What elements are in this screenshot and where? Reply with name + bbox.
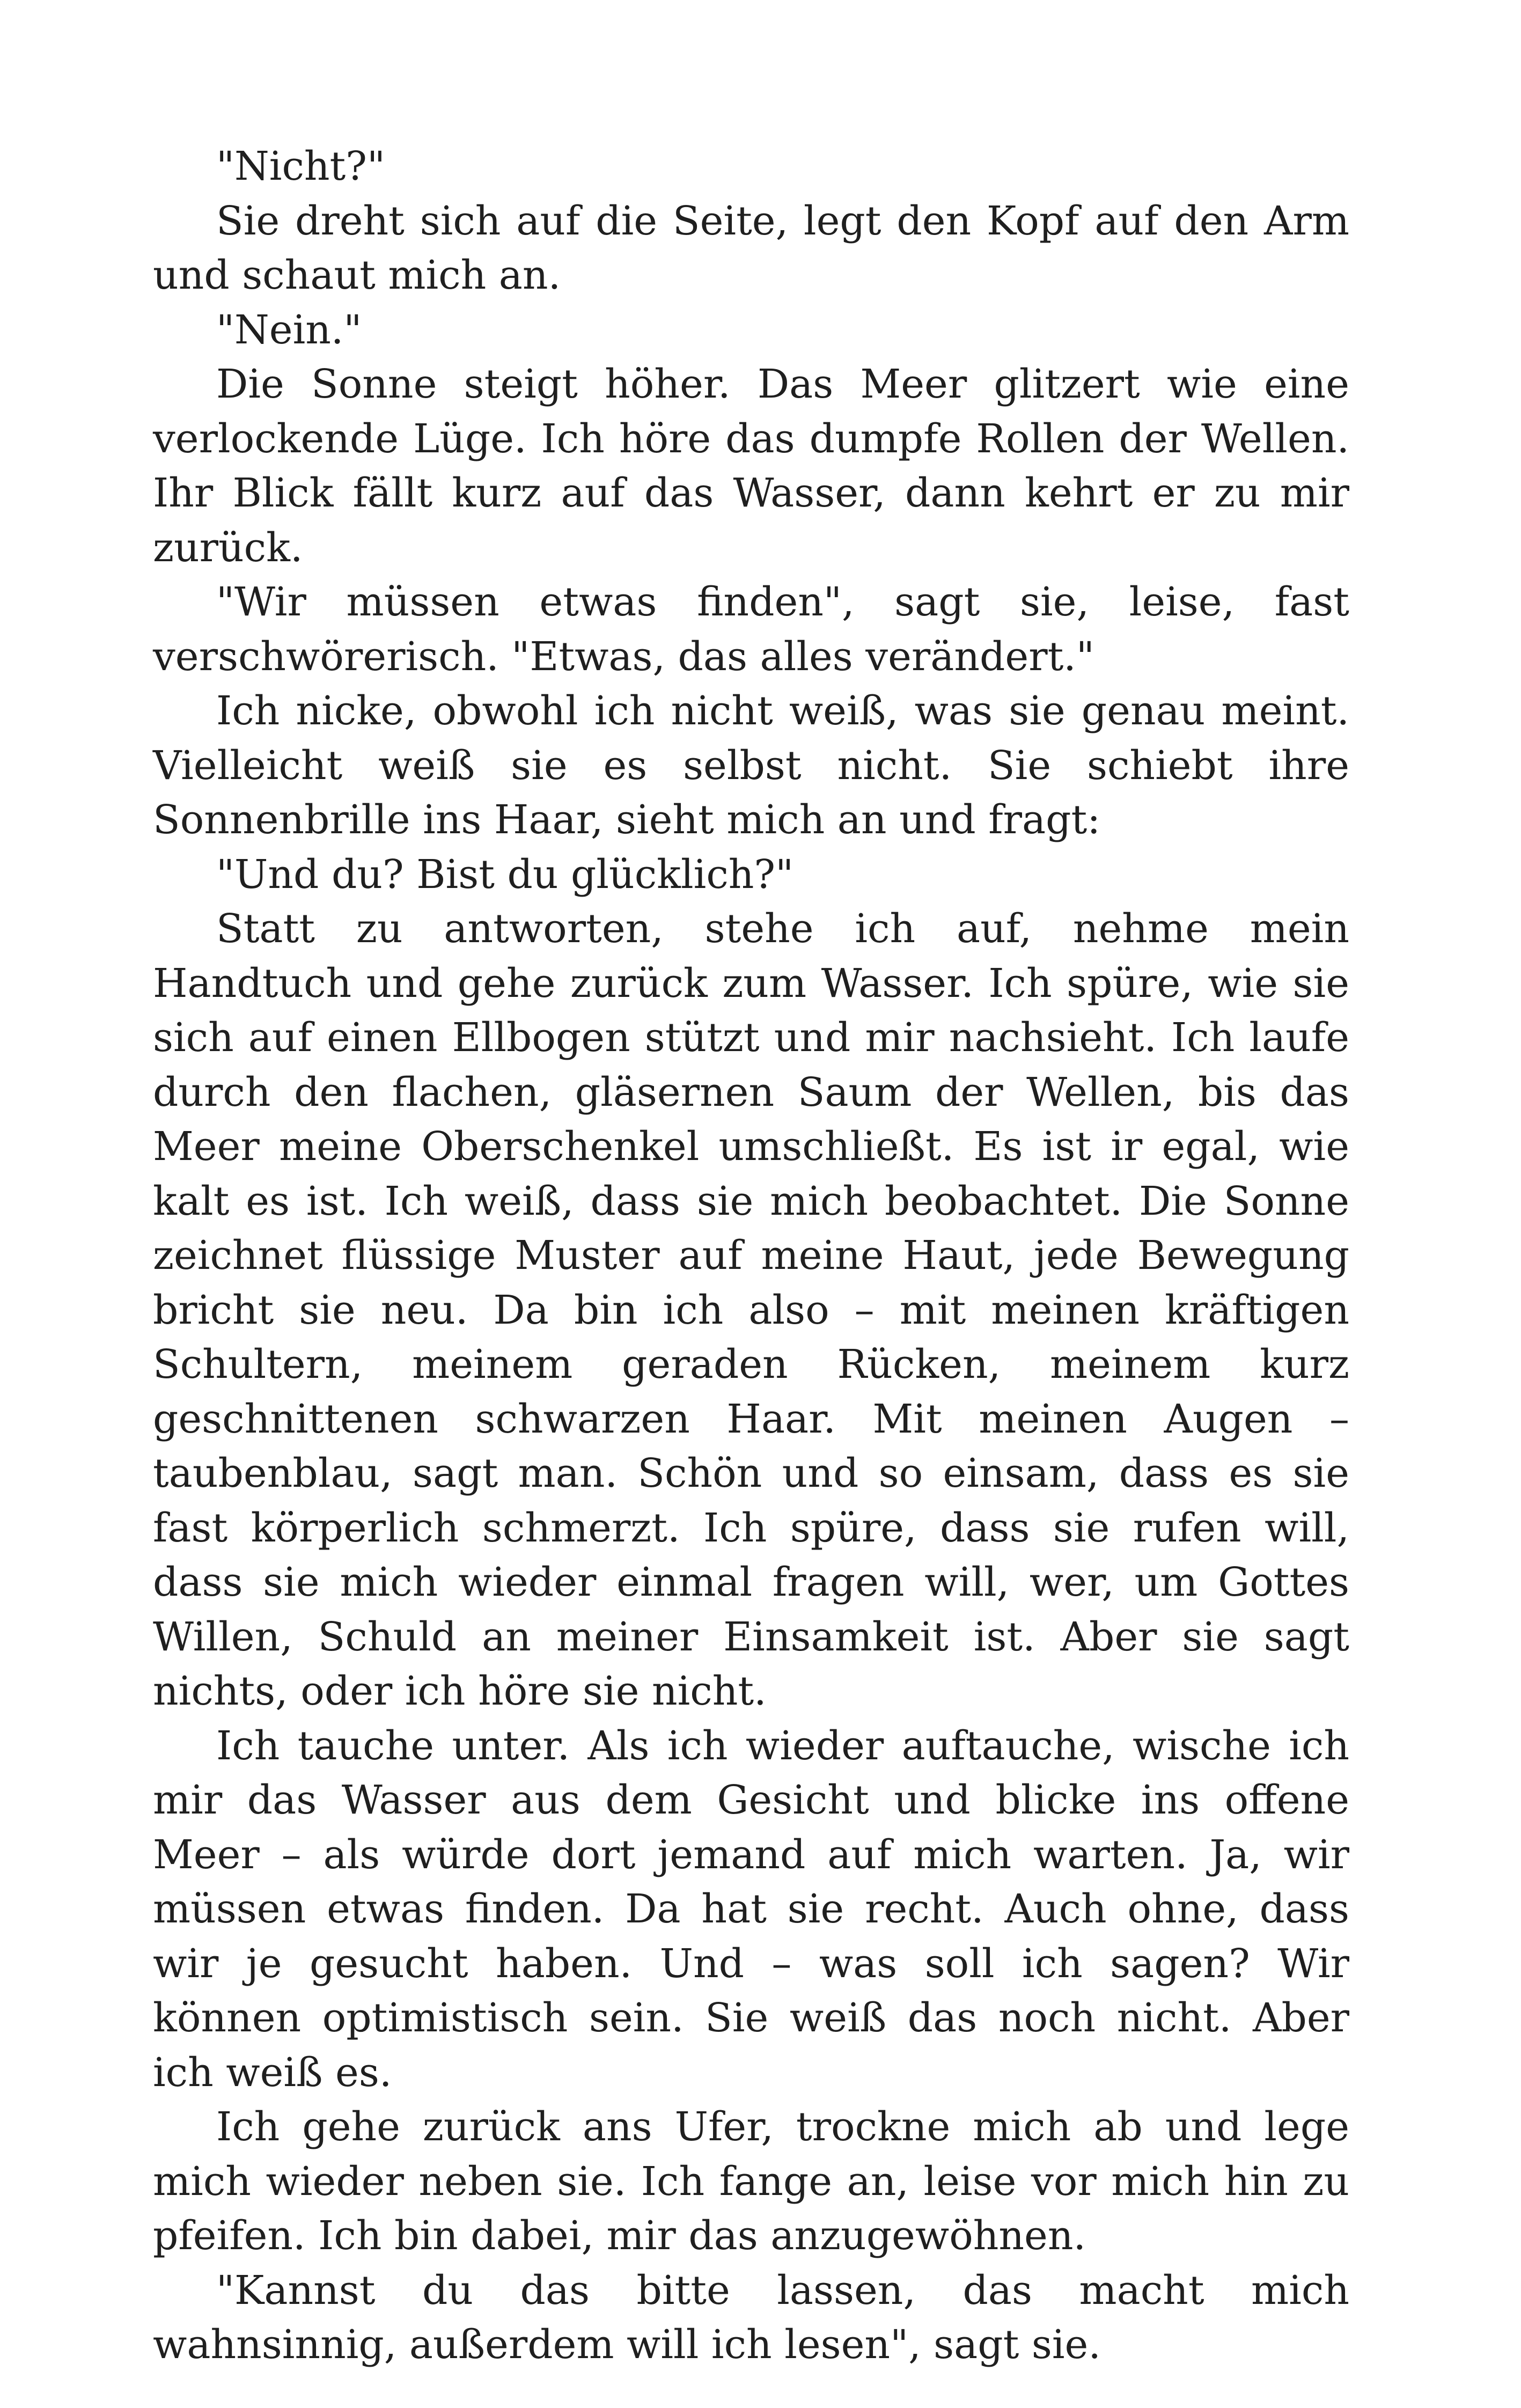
paragraph: Ich gehe zurück ans Ufer, trockne mich ab und lege mich wieder neben sie. Ich fange an, leise vor mich hin zu pfeifen. Ich bin dabei, mir das anzugewöhnen.	[153, 2104, 1349, 2259]
paragraph: Sie dreht sich auf die Seite, legt den Kopf auf den Arm und schaut mich an.	[153, 197, 1349, 298]
paragraph: "Nein."	[216, 306, 362, 353]
paragraph: "Wir müssen etwas finden", sagt sie, leise, fast verschwörerisch. "Etwas, das alles verändert."	[153, 579, 1349, 680]
paragraph: "Nicht?"	[216, 143, 386, 189]
paragraph: Ich nicke, obwohl ich nicht weiß, was sie genau meint. Vielleicht weiß sie es selbst nicht. Sie schiebt ihre Sonnenbrille ins Haar, sieht mich an und fragt:	[153, 688, 1349, 843]
paragraph: Ich tauche unter. Als ich wieder auftauche, wische ich mir das Wasser aus dem Gesicht und blicke ins offene Meer – als würde dort jemand auf mich warten. Ja, wir müssen etwas finden. Da hat sie recht. Auch ohne, dass wir je gesucht haben. Und – was soll ich sagen? Wir können optimistisch sein. Sie weiß das noch nicht. Aber ich weiß es.	[153, 1722, 1349, 2096]
paragraph: "Und du? Bist du glücklich?"	[216, 851, 794, 898]
paragraph: Statt zu antworten, stehe ich auf, nehme mein Handtuch und gehe zurück zum Wasser. Ich spüre, wie sie sich auf einen Ellbogen stützt und mir nachsieht. Ich laufe durch den flachen, gläsernen Saum der Wellen, bis das Meer meine Oberschenkel umschließt. Es ist ir egal, wie kalt es ist. Ich weiß, dass sie mich beobachtet. Die Sonne zeichnet flüssige Muster auf meine Haut, jede Bewegung bricht sie neu. Da bin ich also – mit meinen kräftigen Schultern, meinem geraden Rücken, meinem kurz geschnittenen schwarzen Haar. Mit meinen Augen – taubenblau, sagt man. Schön und so einsam, dass es sie fast körperlich schmerzt. Ich spüre, dass sie rufen will, dass sie mich wieder einmal fragen will, wer, um Gottes Willen, Schuld an meiner Einsamkeit ist. Aber sie sagt nichts, oder ich höre sie nicht.	[153, 906, 1349, 1714]
text-body	[153, 140, 1349, 2373]
paragraph: Die Sonne steigt höher. Das Meer glitzert wie eine verlockende Lüge. Ich höre das dumpfe Rollen der Wellen. Ihr Blick fällt kurz auf das Wasser, dann kehrt er zu mir zurück.	[153, 361, 1349, 571]
paragraph: "Kannst du das bitte lassen, das macht mich wahnsinnig, außerdem will ich lesen", sagt sie.	[153, 2267, 1349, 2368]
